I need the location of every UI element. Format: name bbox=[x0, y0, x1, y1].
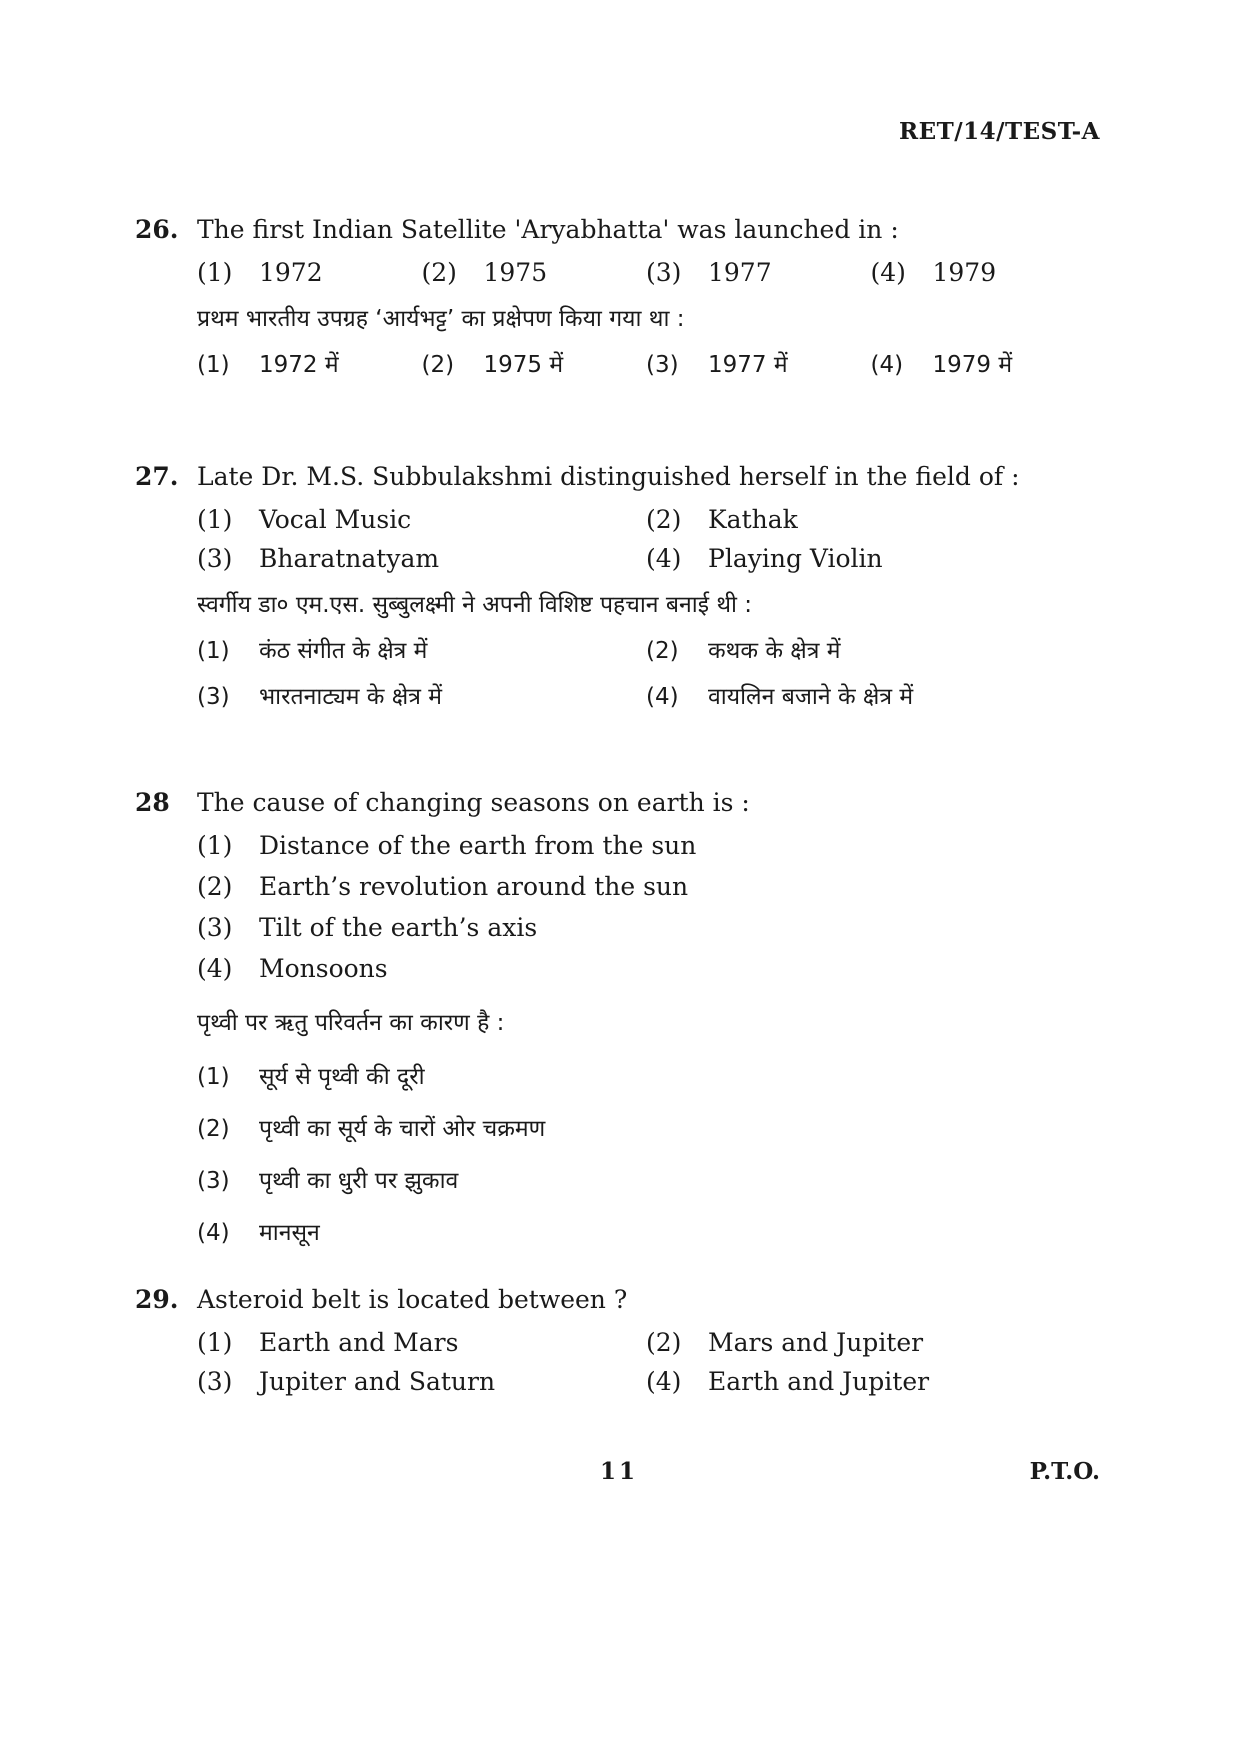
options-hindi bbox=[197, 347, 1095, 379]
option-text: 1979 में bbox=[932, 352, 1013, 378]
option-number: (4) bbox=[646, 544, 682, 573]
option-number: (3) bbox=[197, 913, 233, 942]
option-text: 1979 bbox=[932, 258, 997, 287]
option-number: (4) bbox=[646, 684, 679, 710]
option-text: Mars and Jupiter bbox=[708, 1328, 924, 1357]
option-number: (3) bbox=[197, 684, 230, 710]
option-number: (1) bbox=[197, 352, 230, 378]
option-text: Earth and Mars bbox=[259, 1328, 459, 1357]
option-3 bbox=[646, 258, 871, 287]
option-number: (1) bbox=[197, 831, 233, 860]
option-text: 1975 bbox=[483, 258, 548, 287]
option-text: Jupiter and Saturn bbox=[259, 1367, 496, 1396]
option-number: (1) bbox=[197, 258, 233, 287]
option-3 bbox=[197, 544, 646, 573]
question-text: Late Dr. M.S. Subbulakshmi distinguished herself in the field of : bbox=[197, 462, 1020, 491]
option-number: (3) bbox=[197, 1367, 233, 1396]
option-text: Bharatnatyam bbox=[259, 544, 440, 573]
options-row-2 bbox=[197, 544, 1095, 573]
option-2-hindi bbox=[646, 633, 1095, 665]
option-4 bbox=[871, 258, 1096, 287]
question-27 bbox=[135, 462, 1095, 725]
option-4 bbox=[646, 544, 1095, 573]
options-row-2 bbox=[197, 1367, 1095, 1396]
option-number: (4) bbox=[197, 1220, 230, 1246]
option-4-hindi bbox=[197, 1215, 1095, 1247]
option-1 bbox=[197, 505, 646, 534]
option-text: 1977 bbox=[708, 258, 772, 287]
option-text: 1972 में bbox=[259, 352, 339, 378]
option-text: 1975 में bbox=[483, 352, 564, 378]
option-2 bbox=[422, 258, 647, 287]
option-2-hindi bbox=[197, 1111, 1095, 1143]
option-text: पृथ्वी का सूर्य के चारों ओर चक्रमण bbox=[259, 1116, 546, 1142]
option-number: (4) bbox=[870, 352, 904, 378]
option-number: (2) bbox=[197, 872, 233, 901]
question-29 bbox=[135, 1285, 1095, 1410]
option-number: (2) bbox=[421, 258, 457, 287]
option-text: 1977 में bbox=[708, 352, 788, 378]
option-text: 1972 bbox=[259, 258, 323, 287]
options-hindi-row-1 bbox=[197, 633, 1095, 665]
option-text: Vocal Music bbox=[259, 505, 412, 534]
option-1 bbox=[197, 831, 1095, 860]
option-text: भारतनाट्यम के क्षेत्र में bbox=[259, 684, 443, 710]
option-text: वायलिन बजाने के क्षेत्र में bbox=[708, 684, 914, 710]
option-number: (4) bbox=[646, 1367, 682, 1396]
option-1-hindi bbox=[197, 347, 422, 379]
option-3 bbox=[197, 1367, 646, 1396]
question-text: Asteroid belt is located between ? bbox=[197, 1285, 628, 1314]
page-number: 11 bbox=[600, 1458, 639, 1485]
option-1-hindi bbox=[197, 1059, 1095, 1091]
option-4-hindi bbox=[871, 347, 1096, 379]
option-text: मानसून bbox=[259, 1220, 320, 1246]
option-4 bbox=[646, 1367, 1095, 1396]
option-number: (1) bbox=[197, 1328, 233, 1357]
options-hindi bbox=[135, 1059, 1095, 1247]
option-text: Distance of the earth from the sun bbox=[259, 831, 697, 860]
option-text: कंठ संगीत के क्षेत्र में bbox=[259, 638, 428, 664]
option-3-hindi bbox=[197, 679, 646, 711]
question-number: 27. bbox=[135, 462, 179, 491]
option-number: (3) bbox=[197, 1168, 230, 1194]
option-2 bbox=[646, 1328, 1095, 1357]
option-3 bbox=[197, 913, 1095, 942]
option-number: (3) bbox=[197, 544, 233, 573]
option-2 bbox=[646, 505, 1095, 534]
option-number: (4) bbox=[870, 258, 906, 287]
option-4-hindi bbox=[646, 679, 1095, 711]
question-text: The cause of changing seasons on earth is : bbox=[197, 788, 750, 817]
option-number: (2) bbox=[646, 1328, 682, 1357]
option-text: Tilt of the earth’s axis bbox=[259, 913, 538, 942]
option-number: (4) bbox=[197, 954, 233, 983]
option-number: (2) bbox=[197, 1116, 230, 1142]
question-number: 28 bbox=[135, 788, 170, 817]
options-hindi-row-2 bbox=[197, 679, 1095, 711]
question-text-hindi: प्रथम भारतीय उपग्रह ‘आर्यभट्ट’ का प्रक्षेपण किया गया था : bbox=[197, 306, 685, 332]
options bbox=[135, 831, 1095, 983]
paper-code: RET/14/TEST-A bbox=[898, 118, 1100, 145]
option-3-hindi bbox=[197, 1163, 1095, 1195]
option-text: सूर्य से पृथ्वी की दूरी bbox=[259, 1064, 425, 1090]
options-row-1 bbox=[197, 505, 1095, 534]
question-number: 29. bbox=[135, 1285, 179, 1314]
options bbox=[197, 258, 1095, 287]
option-text: Earth and Jupiter bbox=[708, 1367, 930, 1396]
option-text: कथक के क्षेत्र में bbox=[708, 638, 841, 664]
option-number: (2) bbox=[421, 352, 455, 378]
question-text: The first Indian Satellite 'Aryabhatta' was launched in : bbox=[197, 215, 899, 244]
option-number: (3) bbox=[646, 352, 679, 378]
option-2-hindi bbox=[422, 347, 647, 379]
option-number: (1) bbox=[197, 505, 233, 534]
option-number: (1) bbox=[197, 1064, 230, 1090]
question-26 bbox=[135, 215, 1095, 393]
option-text: Playing Violin bbox=[708, 544, 883, 573]
option-number: (2) bbox=[646, 638, 679, 664]
option-number: (2) bbox=[646, 505, 682, 534]
option-number: (3) bbox=[646, 258, 682, 287]
option-1 bbox=[197, 1328, 646, 1357]
option-1 bbox=[197, 258, 422, 287]
pto-label: P.T.O. bbox=[1029, 1458, 1100, 1485]
options-row-1 bbox=[197, 1328, 1095, 1357]
option-2 bbox=[197, 872, 1095, 901]
option-text: Earth’s revolution around the sun bbox=[259, 872, 689, 901]
option-4 bbox=[197, 954, 1095, 983]
option-text: Kathak bbox=[708, 505, 798, 534]
question-28 bbox=[135, 788, 1095, 1259]
question-text-hindi: स्वर्गीय डा० एम.एस. सुब्बुलक्ष्मी ने अपनी विशिष्ट पहचान बनाई थी : bbox=[197, 592, 753, 618]
option-number: (1) bbox=[197, 638, 230, 664]
option-1-hindi bbox=[197, 633, 646, 665]
option-3-hindi bbox=[646, 347, 871, 379]
option-text: पृथ्वी का धुरी पर झुकाव bbox=[259, 1168, 459, 1194]
question-text-hindi: पृथ्वी पर ऋतु परिवर्तन का कारण है : bbox=[197, 1010, 505, 1036]
option-text: Monsoons bbox=[259, 954, 388, 983]
question-number: 26. bbox=[135, 215, 179, 244]
